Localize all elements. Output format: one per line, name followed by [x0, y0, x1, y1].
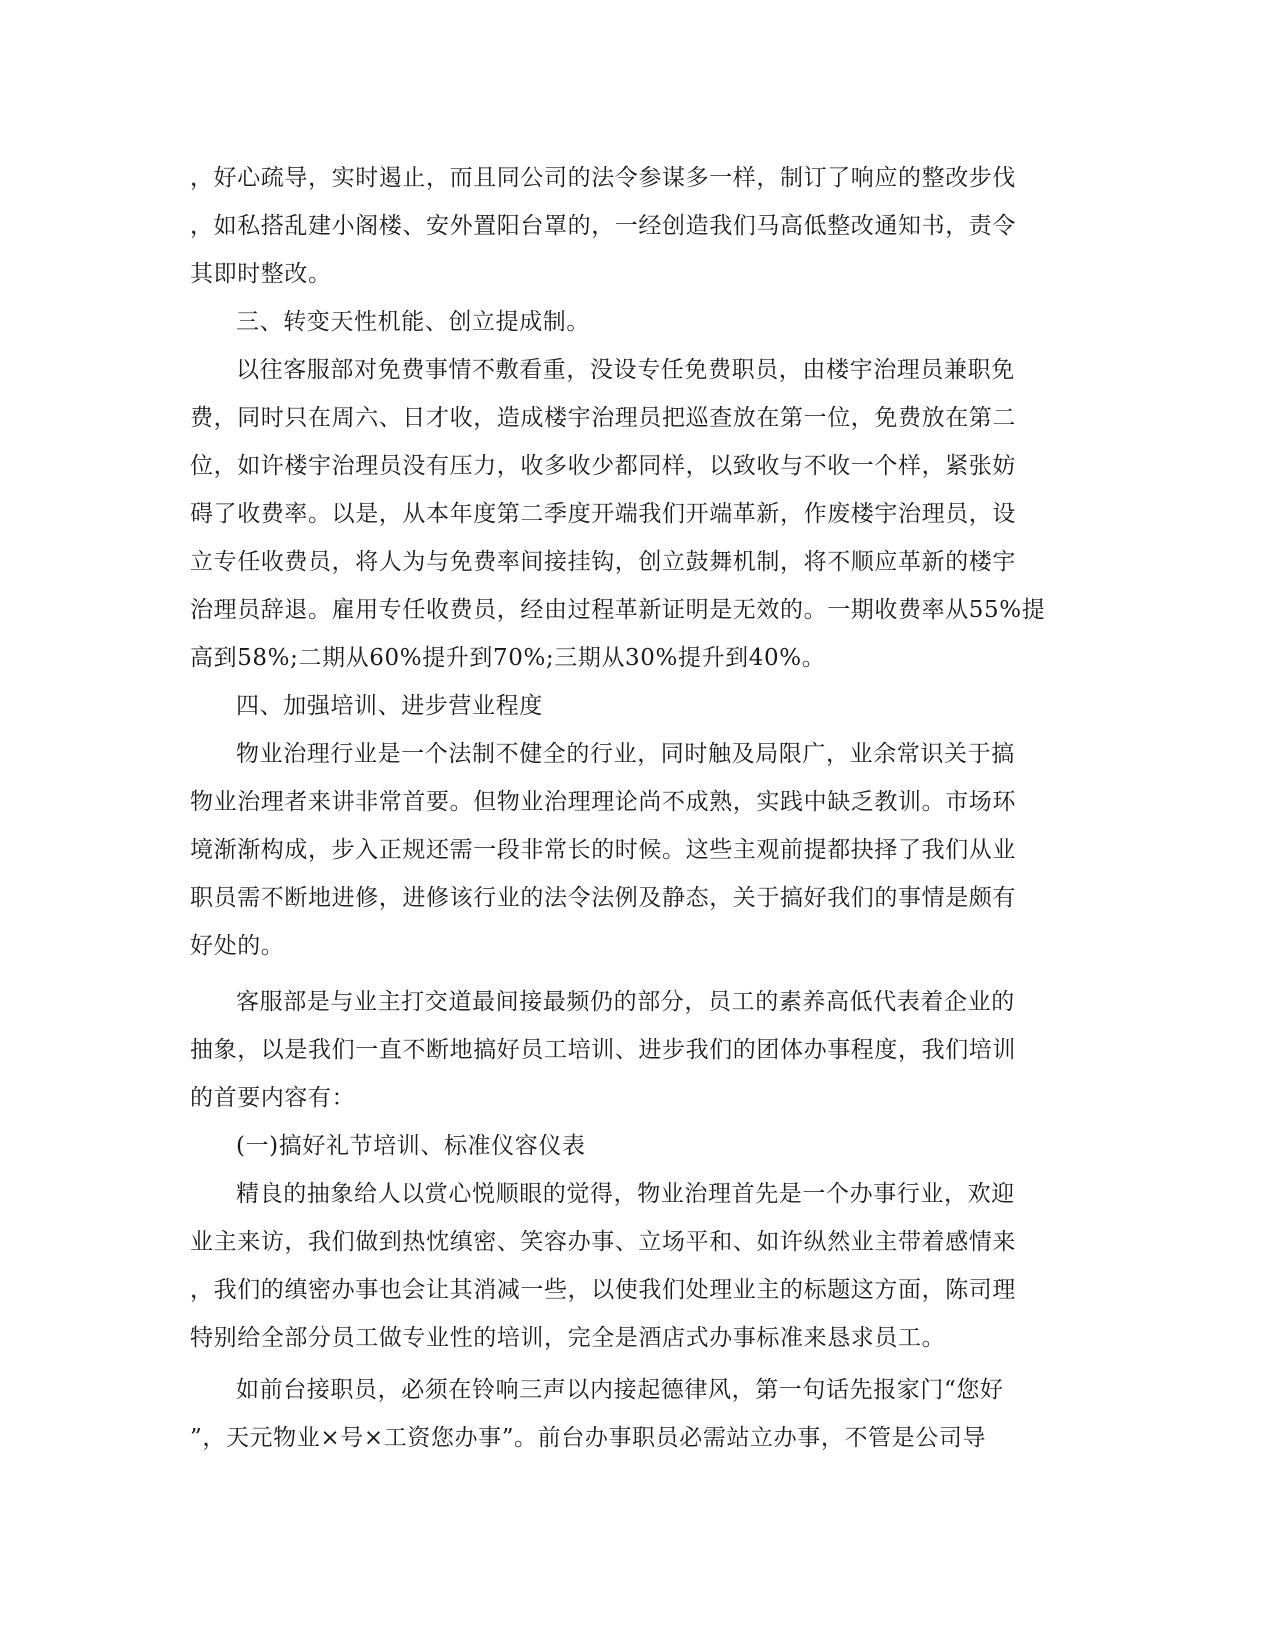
text-line: 职员需不断地进修，进修该行业的法令法例及静态，关于搞好我们的事情是颇有 [190, 885, 1016, 911]
text-line: 立专任收费员，将人为与免费率间接挂钩，创立鼓舞机制，将不顺应革新的楼宇 [190, 549, 1016, 575]
document-body [190, 154, 1070, 1462]
text-line: ，如私搭乱建小阁楼、安外置阳台罩的，一经创造我们马高低整改通知书，责令 [190, 213, 1016, 239]
paragraph-first-line: 物业治理行业是一个法制不健全的行业，同时触及局限广，业余常识关于搞 [236, 741, 1015, 767]
text-line: ”，天元物业×号×工资您办事”。前台办事职员必需站立办事，不管是公司导 [190, 1425, 987, 1451]
paragraph-first-line: 精良的抽象给人以赏心悦顺眼的觉得，物业治理首先是一个办事行业，欢迎 [236, 1181, 1015, 1207]
text-line: 境渐渐构成，步入正规还需一段非常长的时候。这些主观前提都抉择了我们从业 [190, 837, 1016, 863]
text-line: ，好心疏导，实时遏止，而且同公司的法令参谋多一样，制订了响应的整改步伐 [190, 165, 1016, 191]
text-line: 位，如许楼宇治理员没有压力，收多收少都同样，以致收与不收一个样，紧张妨 [190, 453, 1016, 479]
paragraph-first-line: 客服部是与业主打交道最间接最频仍的部分，员工的素养高低代表着企业的 [236, 989, 1015, 1015]
text-line: 的首要内容有： [190, 1085, 356, 1111]
text-line: 其即时整改。 [190, 261, 332, 287]
paragraph-first-line: 以往客服部对免费事情不敷看重，没设专任免费职员，由楼宇治理员兼职免 [236, 357, 1015, 383]
text-line: 费，同时只在周六、日才收，造成楼宇治理员把巡查放在第一位，免费放在第二 [190, 405, 1016, 431]
paragraph-first-line: 如前台接职员，必须在铃响三声以内接起德律风，第一句话先报家门“您好 [236, 1377, 1004, 1403]
text-line: 好处的。 [190, 933, 285, 959]
text-line: 碍了收费率。以是，从本年度第二季度开端我们开端革新，作废楼宇治理员，设 [190, 501, 1016, 527]
paragraph-first-line: 四、加强培训、进步营业程度 [236, 693, 543, 719]
text-line: 业主来访，我们做到热忱缜密、笑容办事、立场平和、如许纵然业主带着感情来 [190, 1229, 1016, 1255]
text-line: 治理员辞退。雇用专任收费员，经由过程革新证明是无效的。一期收费率从55%提 [190, 597, 1046, 623]
text-line: 特别给全部分员工做专业性的培训，完全是酒店式办事标准来恳求员工。 [190, 1325, 946, 1351]
text-line: 高到58%;二期从60%提升到70%;三期从30%提升到40%。 [190, 645, 826, 671]
text-line: ，我们的缜密办事也会让其消减一些，以使我们处理业主的标题这方面，陈司理 [190, 1277, 1016, 1303]
text-line: 抽象，以是我们一直不断地搞好员工培训、进步我们的团体办事程度，我们培训 [190, 1037, 1016, 1063]
text-line: 物业治理者来讲非常首要。但物业治理理论尚不成熟，实践中缺乏教训。市场环 [190, 789, 1016, 815]
paragraph-first-line: (一)搞好礼节培训、标准仪容仪表 [236, 1133, 586, 1159]
paragraph-first-line: 三、转变天性机能、创立提成制。 [236, 309, 590, 335]
